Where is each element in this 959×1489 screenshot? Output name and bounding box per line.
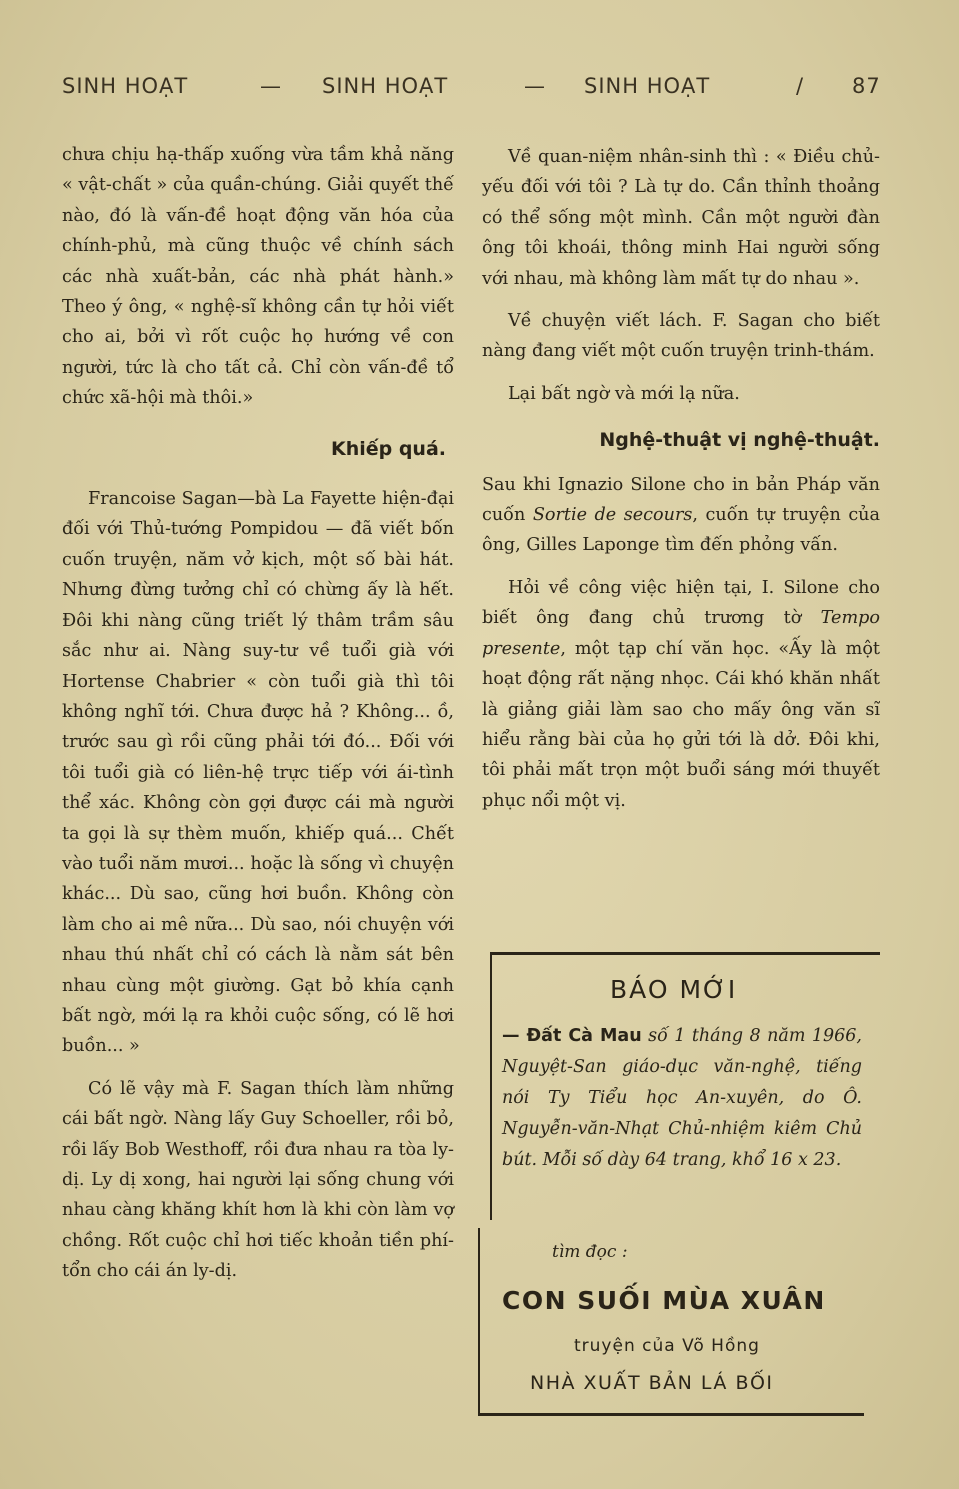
tim-doc-box [478, 1228, 864, 1416]
left-paragraph-3: Có lẽ vậy mà F. Sagan thích làm những cái bất ngờ. Nàng lấy Guy Schoeller, rồi bỏ, rồi lấy Bob Westhoff, rồi đưa nhau ra tòa ly-dị. Ly dị xong, hai người lại sống chung với nhau càng khăng khít hơn là khi còn làm vợ chồng. Rốt cuộc chỉ hơi tiếc khoản tiền phí-tổn cho cái án ly-dị. [62, 1078, 454, 1282]
header-section-2: SINH HOẠT [322, 74, 449, 98]
left-paragraph-2: Francoise Sagan—bà La Fayette hiện-đại đối với Thủ-tướng Pompidou — đã viết bốn cuốn truyện, năm vở kịch, một số bài hát. Nhưng đừng tưởng chỉ có chừng ấy là hết. Đôi khi nàng cũng triết lý thâm trầm sâu sắc như ai. Nàng suy-tư về tuổi già với Hortense Chabrier « còn tuổi già thì tôi không nghĩ tới. Chưa được hả ? Không... ồ, trước sau gì rồi cũng phải tới đó... Đối với tôi tuổi già có liên-hệ trực tiếp với ái-tình thể xác. Không còn gợi được cái mà người ta gọi là sự thèm muốn, khiếp quá... Chết vào tuổi năm mươi... hoặc là sống vì chuyện khác... Dù sao, cũng hơi buồn. Không còn làm cho ai mê nữa... Dù sao, nói chuyện với nhau thú nhất chỉ có cách là nằm sát bên nhau cùng một giường. Gạt bỏ khía cạnh bất ngờ, mới lạ ra khỏi cuộc sống, có lẽ hơi buồn... » [62, 489, 454, 1057]
bao-moi-box [490, 952, 880, 1220]
right-paragraph-3: Lại bất ngờ và mới lạ nữa. [508, 383, 740, 404]
left-paragraph-1: chưa chịu hạ-thấp xuống vừa tầm khả năng « vật-chất » của quần-chúng. Giải quyết thế nào, đó là vấn-đề hoạt động văn hóa của chính-phủ, mà cũng thuộc về chính sách các nhà xuất-bản, các nhà phát hành.» Theo ý ông, « nghệ-sĩ không cần tự hỏi viết cho ai, bởi vì rốt cuộc họ hướng về con người, tức là cho tất cả. Chỉ còn vấn-đề tổ chức xã-hội mà thôi.» [62, 145, 454, 409]
right-paragraph-4: Sau khi Ignazio Silone cho in bản Pháp văn cuốn Sortie de secours, cuốn tự truyện của ông, Gilles Laponge tìm đến phỏng vấn. [482, 474, 881, 556]
book-title-sortie: Sortie de secours [532, 505, 693, 526]
page-number: 87 [852, 74, 881, 98]
right-column [482, 142, 880, 816]
tim-doc-lead: tìm đọc : [552, 1242, 628, 1262]
book-author: truyện của Võ Hồng [574, 1336, 760, 1356]
running-header [62, 74, 882, 106]
journal-title-tempo: Tempo presente [482, 608, 880, 659]
section-heading-khiep-qua: Khiếp quá. [330, 437, 446, 460]
bao-moi-body: — Đất Cà Mau số 1 tháng 8 năm 1966, Nguyệt-San giáo-dục văn-nghệ, tiếng nói Ty Tiểu học An-xuyên, do Ô. Nguyễn-văn-Nhạt Chủ-nhiệm kiêm Chủ bút. Mỗi số dày 64 trang, khổ 16 x 23. [502, 1026, 862, 1170]
section-heading-nghe-thuat: Nghệ-thuật vị nghệ-thuật. [599, 429, 880, 452]
header-dash-1: — [260, 74, 282, 98]
header-slash: / [796, 74, 805, 98]
header-section-3: SINH HOẠT [584, 74, 711, 98]
bao-moi-name: — Đất Cà Mau [502, 1026, 642, 1046]
header-section-1: SINH HOẠT [62, 74, 189, 98]
bao-moi-title: BÁO MỚI [610, 975, 738, 1004]
publisher: NHÀ XUẤT BẢN LÁ BỐI [530, 1372, 774, 1394]
right-paragraph-2: Về chuyện viết lách. F. Sagan cho biết nàng đang viết một cuốn truyện trinh-thám. [482, 311, 880, 362]
header-dash-2: — [524, 74, 546, 98]
left-column [62, 140, 454, 1287]
book-title-con-suoi: CON SUỐI MÙA XUÂN [502, 1286, 826, 1315]
right-paragraph-5: Hỏi về công việc hiện tại, I. Silone cho biết ông đang chủ trương tờ Tempo presente, một tạp chí văn học. «Ấy là một hoạt động rất nặng nhọc. Cái khó khăn nhất là giảng giải làm sao cho mấy ông văn sĩ hiểu rằng bài của họ gửi tới là dở. Đôi khi, tôi phải mất trọn một buổi sáng mới thuyết phục nổi một vị. [482, 577, 880, 811]
right-paragraph-1: Về quan-niệm nhân-sinh thì : « Điều chủ-yếu đối với tôi ? Là tự do. Cần thỉnh thoảng có thể sống một mình. Cần một người đàn ông tôi khoái, thông minh Hai người sống với nhau, mà không làm mất tự do nhau ». [482, 147, 880, 289]
